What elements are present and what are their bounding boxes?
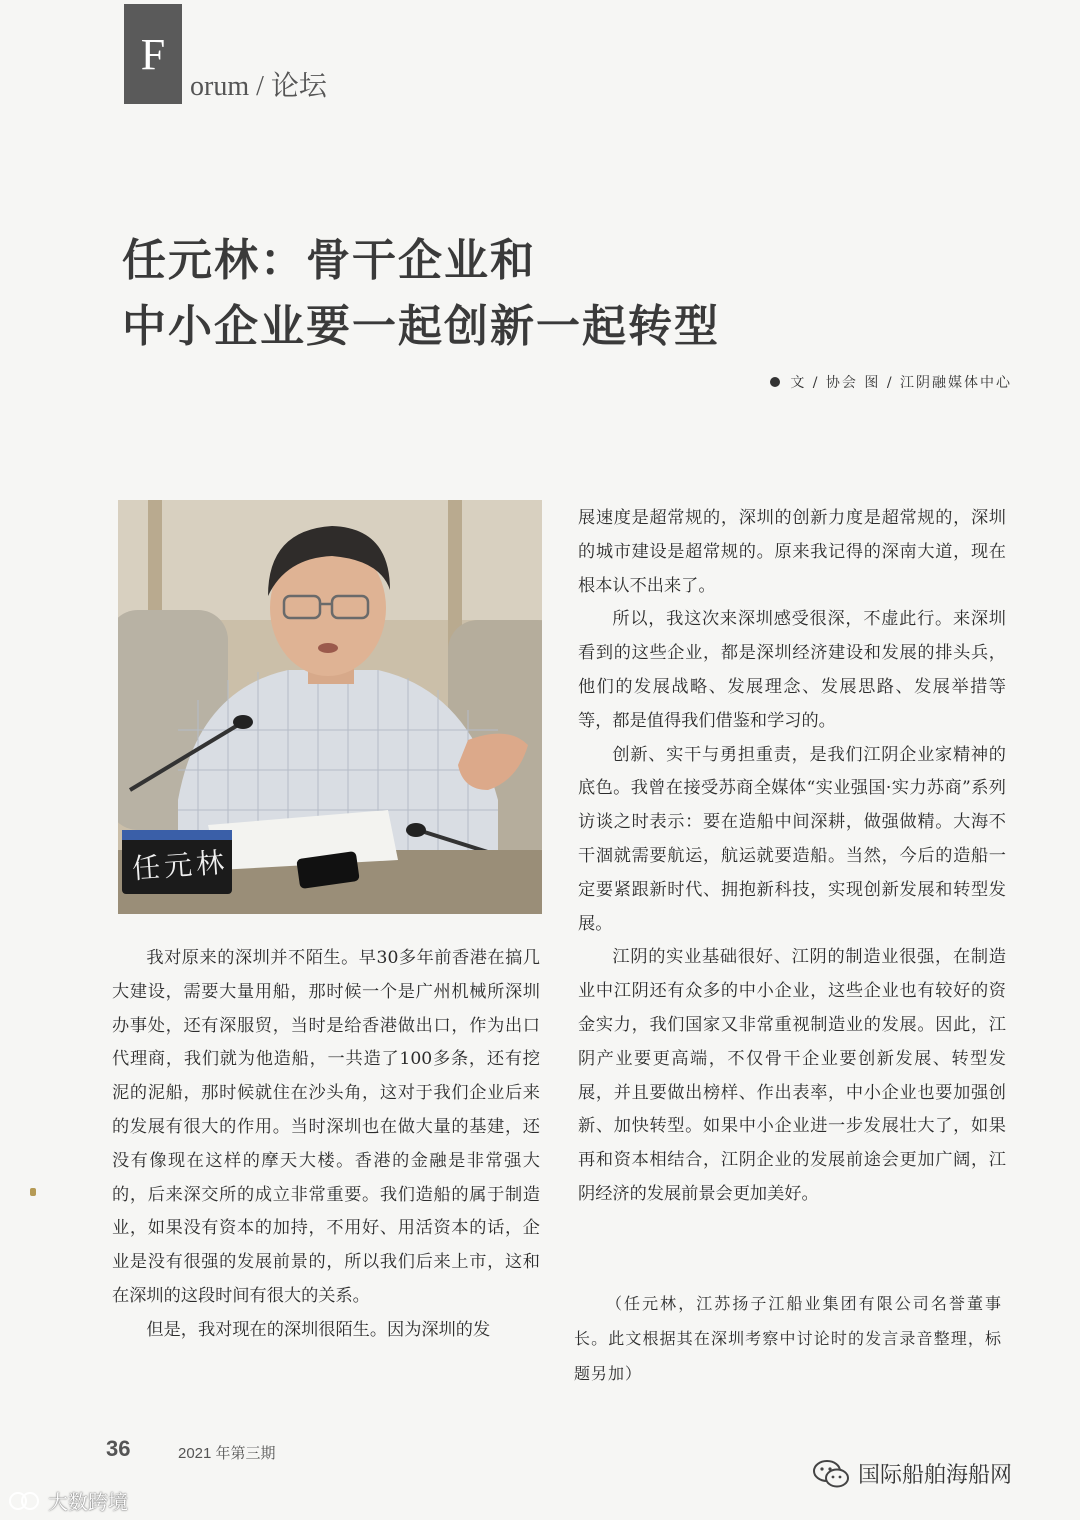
scan-speck xyxy=(30,1188,36,1196)
article-photo xyxy=(118,500,542,914)
watermark-right-text: 国际船舶海船网 xyxy=(858,1463,1013,1488)
paragraph: 我对原来的深圳并不陌生。早30多年前香港在搞几大建设，需要大量用船，那时候一个是广州机械所深圳办事处，还有深服贸，当时是给香港做出口，作为出口代理商，我们就为他造船，一共造了100多条，还有挖泥的泥船，那时候就住在沙头角，这对于我们企业后来的发展有很大的作用。当时深圳也在做大量的基建，还没有像现在这样的摩天大楼。香港的金融是非常强大的，后来深交所的成立非常重要。我们造船的属于制造业，如果没有资本的加持，不用好、用活资本的话，企业是没有很强的发展前景的，所以我们后来上市，这和在深圳的这段时间有很大的关系。 xyxy=(112,948,540,1306)
watermark-logo-icon xyxy=(8,1489,42,1513)
bullet-icon xyxy=(770,377,780,387)
nameplate-text: 任元林 xyxy=(131,845,230,886)
page-number: 36 xyxy=(106,1436,131,1461)
left-column xyxy=(112,942,540,1348)
byline xyxy=(770,372,1012,392)
issue-label: 2021 年第三期 xyxy=(178,1445,276,1462)
paragraph: 但是，我对现在的深圳很陌生。因为深圳的发 xyxy=(146,1319,491,1340)
paragraph: 江阴的实业基础很好、江阴的制造业很强，在制造业中江阴还有众多的中小企业，这些企业也有较好的资金实力，我们国家又非常重视制造业的发展。因此，江阴产业要更高端，不仅骨干企业要创新发展、转型发展，并且要做出榜样、作出表率，中小企业也要加强创新、加快转型。如果中小企业进一步发展壮大了，如果再和资本相结合，江阴企业的发展前途会更加广阔，江阴经济的发展前景会更加美好。 xyxy=(578,947,1006,1204)
section-label: orum / 论坛 xyxy=(190,71,327,102)
forum-initial-box xyxy=(124,4,182,104)
wechat-icon xyxy=(812,1459,850,1489)
watermark-left xyxy=(8,1486,128,1515)
paragraph: 所以，我这次来深圳感受很深，不虚此行。来深圳看到的这些企业，都是深圳经济建设和发展的排头兵，他们的发展战略、发展理念、发展思路、发展举措等等，都是值得我们借鉴和学习的。 xyxy=(578,609,1006,731)
article-title-line-2: 中小企业要一起创新一起转型 xyxy=(122,301,720,352)
paragraph: 展速度是超常规的，深圳的创新力度是超常规的，深圳的城市建设是超常规的。原来我记得的深南大道，现在根本认不出来了。 xyxy=(578,508,1006,596)
paragraph: 创新、实干与勇担重责，是我们江阴企业家精神的底色。我曾在接受苏商全媒体“实业强国·实力苏商”系列访谈之时表示：要在造船中间深耕，做强做精。大海不干涸就需要航运，航运就要造船。当然，今后的造船一定要紧跟新时代、拥抱新科技，实现创新发展和转型发展。 xyxy=(578,744,1006,934)
watermark-left-text: 大数跨境 xyxy=(48,1490,128,1514)
watermark-right xyxy=(812,1458,1012,1489)
forum-initial-letter: F xyxy=(140,29,166,79)
byline-text: 文 / 协会 图 / 江阴融媒体中心 xyxy=(790,375,1012,391)
author-note: （任元林，江苏扬子江船业集团有限公司名誉董事长。此文根据其在深圳考察中讨论时的发言录音整理，标题另加） xyxy=(574,1294,1002,1383)
right-column xyxy=(578,502,1006,1212)
article-title-line-1: 任元林：骨干企业和 xyxy=(122,235,536,286)
